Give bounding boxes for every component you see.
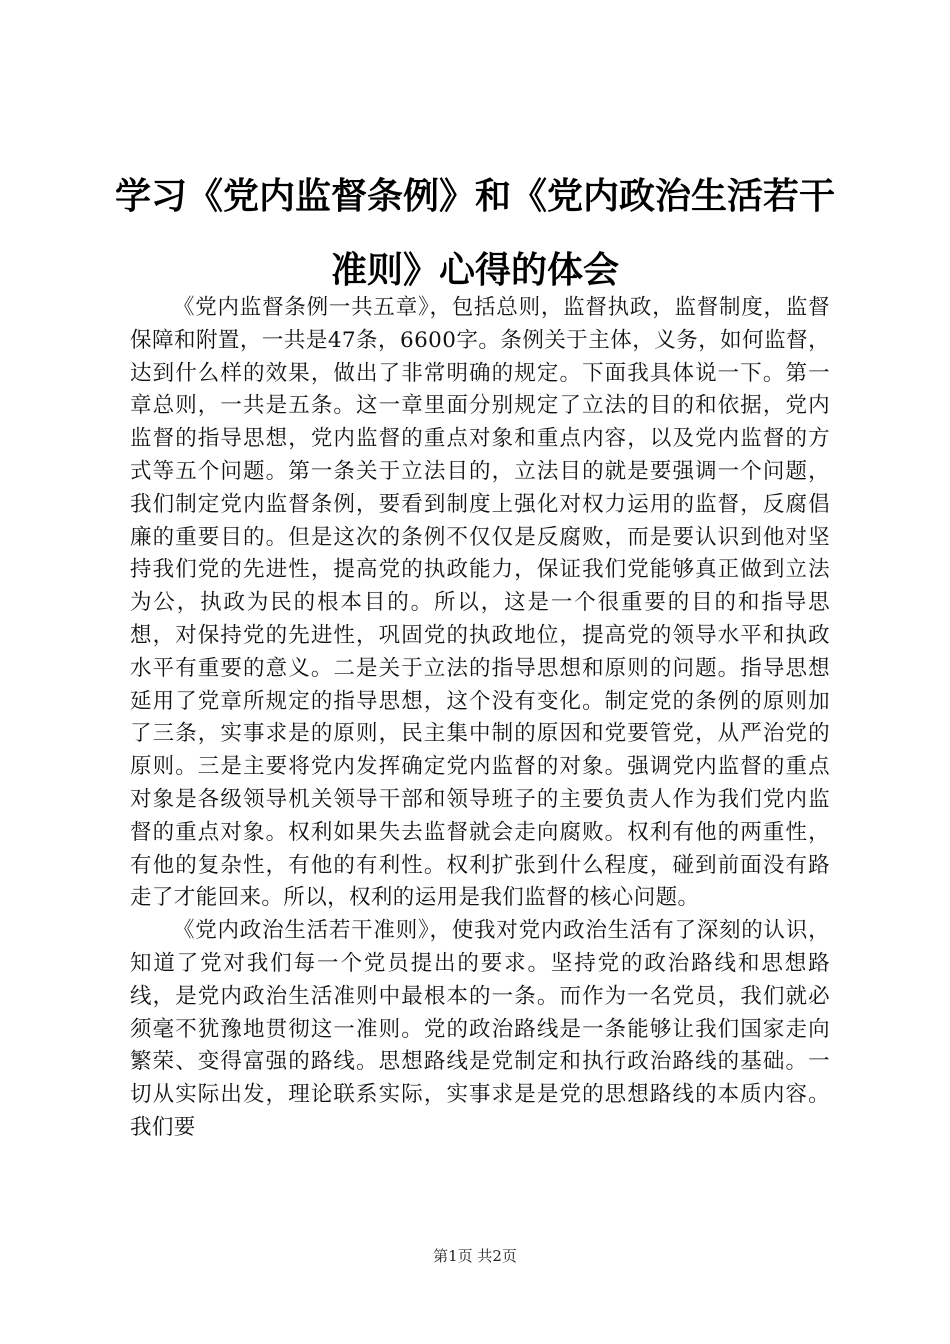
- document-body: [130, 292, 830, 1145]
- paragraph-2: 《党内政治生活若干准则》，使我对党内政治生活有了深刻的认识，知道了党对我们每一个党员提出的要求。坚持党的政治路线和思想路线，是党内政治生活准则中最根本的一条。而作为一名党员，我们就必须毫不犹豫地贯彻这一准则。党的政治路线是一条能够让我们国家走向繁荣、变得富强的路线。思想路线是党制定和执行政治路线的基础。一切从实际出发，理论联系实际，实事求是是党的思想路线的本质内容。我们要: [130, 918, 830, 1140]
- page-number-footer: 第1页 共2页: [433, 1247, 517, 1265]
- paragraph-1: 《党内监督条例一共五章》，包括总则，监督执政，监督制度，监督保障和附置，一共是47条，6600字。条例关于主体，义务，如何监督，达到什么样的效果，做出了非常明确的规定。下面我具体说一下。第一章总则，一共是五条。这一章里面分别规定了立法的目的和依据，党内监督的指导思想，党内监督的重点对象和重点内容，以及党内监督的方式等五个问题。第一条关于立法目的，立法目的就是要强调一个问题，我们制定党内监督条例，要看到制度上强化对权力运用的监督，反腐倡廉的重要目的。但是这次的条例不仅仅是反腐败，而是要认识到他对坚持我们党的先进性，提高党的执政能力，保证我们党能够真正做到立法为公，执政为民的根本目的。所以，这是一个很重要的目的和指导思想，对保持党的先进性，巩固党的执政地位，提高党的领导水平和执政水平有重要的意义。二是关于立法的指导思想和原则的问题。指导思想延用了党章所规定的指导思想，这个没有变化。制定党的条例的原则加了三条，实事求是的原则，民主集中制的原因和党要管党，从严治党的原则。三是主要将党内发挥确定党内监督的对象。强调党内监督的重点对象是各级领导机关领导干部和领导班子的主要负责人作为我们党内监督的重点对象。权利如果失去监督就会走向腐败。权利有他的两重性，有他的复杂性，有他的有利性。权利扩张到什么程度，碰到前面没有路走了才能回来。所以，权利的运用是我们监督的核心问题。: [130, 295, 830, 911]
- document-title: 学习《党内监督条例》和《党内政治生活若干准则》心得的体会: [114, 176, 835, 291]
